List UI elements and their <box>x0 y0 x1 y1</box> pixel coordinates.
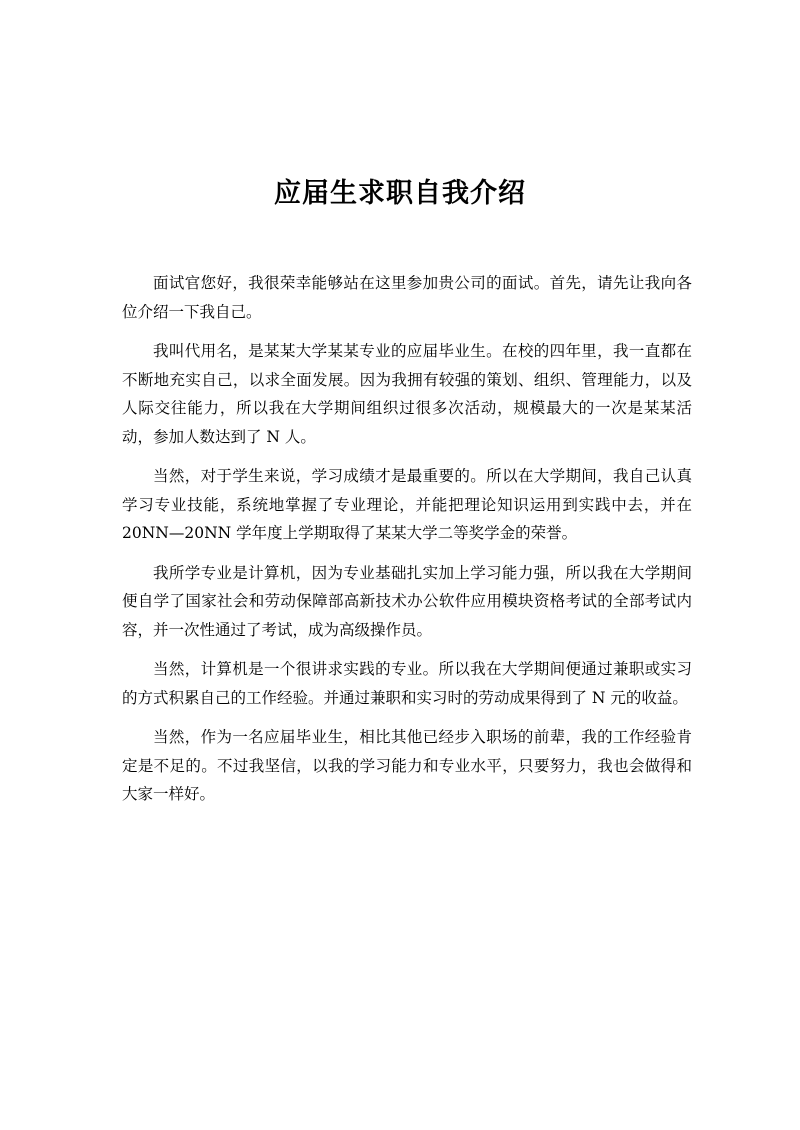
paragraph-background: 我叫代用名，是某某大学某某专业的应届毕业生。在校的四年里，我一直都在不断地充实自己，以求全面发展。因为我拥有较强的策划、组织、管理能力，以及人际交往能力，所以我在大学期间组织过很多次活动，规模最大的一次是某某活动，参加人数达到了 N 人。 <box>122 342 692 446</box>
paragraph-academics: 当然，对于学生来说，学习成绩才是最重要的。所以在大学期间，我自己认真学习专业技能，系统地掌握了专业理论，并能把理论知识运用到实践中去，并在 20NN—20NN 学年度上学期取得了某某大学二等奖学金的荣誉。 <box>122 467 692 542</box>
document-body <box>122 269 692 820</box>
document-title: 应届生求职自我介绍 <box>274 178 526 209</box>
paragraph-experience: 当然，计算机是一个很讲求实践的专业。所以我在大学期间便通过兼职或实习的方式积累自己的工作经验。并通过兼职和实习时的劳动成果得到了 N 元的收益。 <box>122 660 692 707</box>
paragraph-greeting: 面试官您好，我很荣幸能够站在这里参加贵公司的面试。首先，请先让我向各位介绍一下我自己。 <box>122 274 692 321</box>
paragraph-major: 我所学专业是计算机，因为专业基础扎实加上学习能力强，所以我在大学期间便自学了国家社会和劳动保障部高新技术办公软件应用模块资格考试的全部考试内容，并一次性通过了考试，成为高级操作员。 <box>122 563 692 639</box>
paragraph-conclusion: 当然，作为一名应届毕业生，相比其他已经步入职场的前辈，我的工作经验肯定是不足的。不过我坚信，以我的学习能力和专业水平，只要努力，我也会做得和大家一样好。 <box>122 728 692 803</box>
